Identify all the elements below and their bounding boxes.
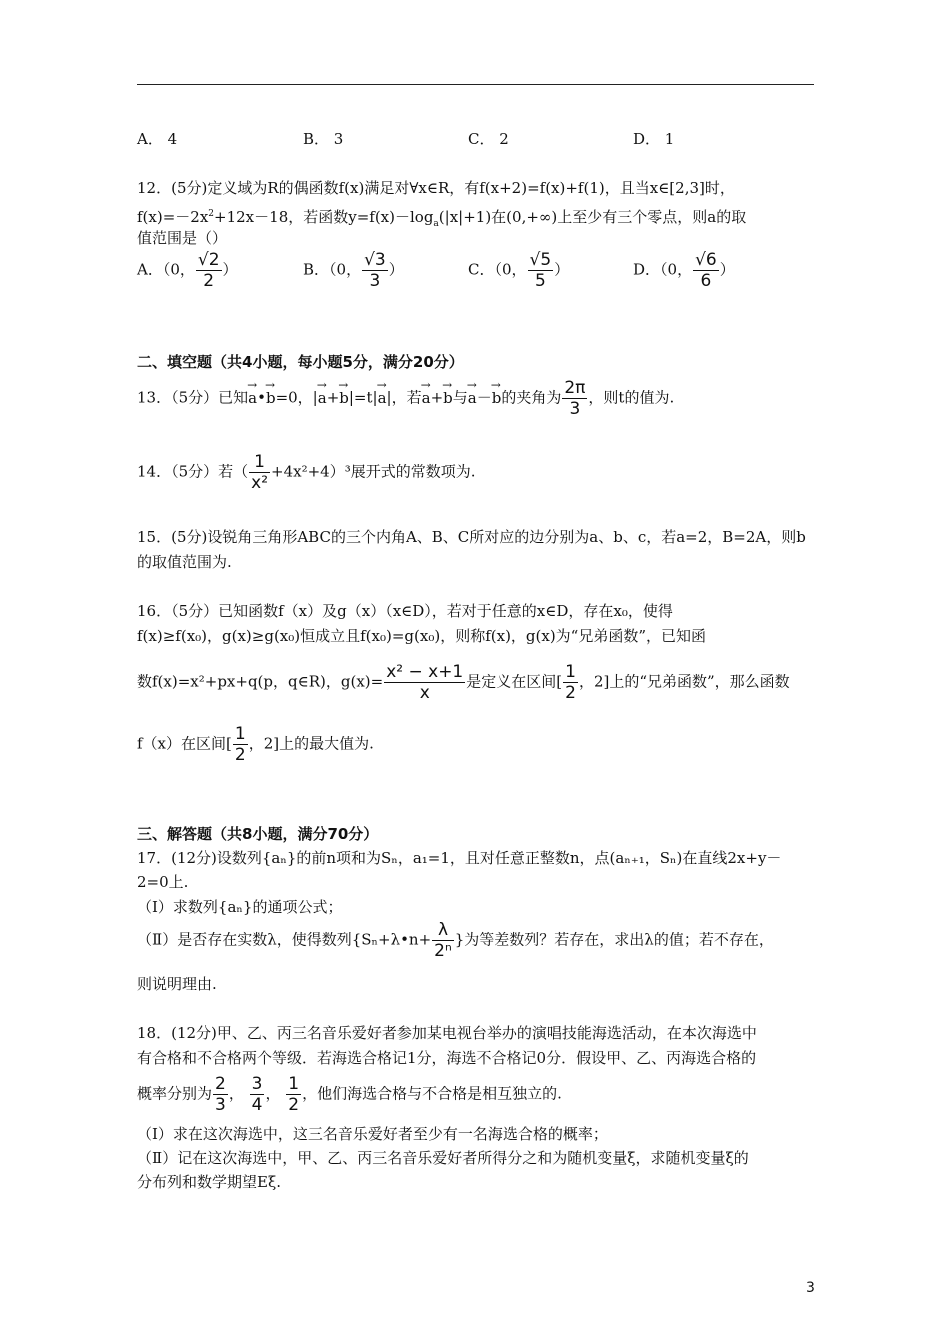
q18-line3: 概率分别为 $\frac{2}{3}$ ， $\frac{3}{4}$ ， $\frac{1}{2}$ ，他们海选合格与不合格是相互独立的. — [137, 1074, 562, 1115]
q11-option-b: B． 3 — [303, 130, 344, 148]
q12-option-d: D．（0， $\frac{√6}{6}$ ） — [633, 250, 735, 291]
q18-line4: （Ⅰ）求在这次海选中，这三名音乐爱好者至少有一名海选合格的概率； — [137, 1125, 608, 1143]
header-rule — [137, 84, 814, 85]
q18-line6: 分布列和数学期望Eξ. — [137, 1173, 281, 1191]
page-number: 3 — [806, 1280, 815, 1296]
q15-line2: 的取值范围为. — [137, 553, 232, 571]
q16-line1: 16．（5分）已知函数f（x）及g（x）（x∈D），若对于任意的x∈D，存在x₀，使得 — [137, 602, 673, 620]
q11-option-d: D． 1 — [633, 130, 675, 148]
q17-line4: （Ⅱ）是否存在实数λ，使得数列{Sₙ+λ•n+ $\frac{\lambda}{\text{2ⁿ}}$ }为等差数列？若存在，求出λ的值；若不存在， — [137, 920, 774, 961]
q13: 13．（5分）已知→ a•→ b=0，|→ a+→ b|=t|→ a|，若→ a+→ b与→ a－→ b的夹角为 $\frac{2\pi}{3}$ ，则t的值为. — [137, 378, 674, 419]
q17-line5: 则说明理由. — [137, 975, 217, 993]
section-fill-in-heading: 二、填空题（共4小题，每小题5分，满分20分） — [137, 353, 464, 371]
q12-line1: 12．(5分)定义域为R的偶函数f(x)满足对∀x∈R，有f(x+2)=f(x)+f(1)，且当x∈[2,3]时， — [137, 179, 735, 197]
q16-line2: f(x)≥f(x₀)，g(x)≥g(x₀)恒成立且f(x₀)=g(x₀)，则称f(x)，g(x)为“兄弟函数”，已知函 — [137, 627, 707, 645]
q17-line3: （Ⅰ）求数列{aₙ}的通项公式； — [137, 898, 343, 916]
q18-line1: 18．(12分)甲、乙、丙三名音乐爱好者参加某电视台举办的演唱技能海选活动，在本次海选中 — [137, 1024, 757, 1042]
section-solution-heading: 三、解答题（共8小题，满分70分） — [137, 825, 379, 843]
q11-option-c: C． 2 — [468, 130, 509, 148]
q12-option-a: A．（0， $\frac{√2}{2}$ ） — [137, 250, 238, 291]
q15-line1: 15．(5分)设锐角三角形ABC的三个内角A、B、C所对应的边分别为a、b、c，若a=2，B=2A，则b — [137, 528, 806, 546]
q18-line5: （Ⅱ）记在这次海选中，甲、乙、丙三名音乐爱好者所得分之和为随机变量ξ，求随机变量ξ的 — [137, 1149, 749, 1167]
q14: 14．（5分）若（ $\frac{1}{\text{x²}}$ +4x²+4）³展开式的常数项为. — [137, 452, 476, 493]
q18-line2: 有合格和不合格两个等级．若海选合格记1分，海选不合格记0分．假设甲、乙、丙海选合格的 — [137, 1049, 757, 1067]
q16-line3: 数f(x)=x²+px+q(p，q∈R)，g(x)= $\frac{\text{x² − x+1}}{x}$ 是定义在区间[ $\frac{1}{2}$ ，2]上的“兄弟函数”，那么函数 — [137, 662, 790, 703]
q11-option-a: A． 4 — [137, 130, 178, 148]
q17-line2: 2=0上. — [137, 873, 189, 891]
q12-line3: 值范围是（） — [137, 229, 228, 247]
q16-line4: f（x）在区间[ $\frac{1}{2}$ ，2]上的最大值为. — [137, 724, 374, 765]
q12-option-b: B．（0， $\frac{√3}{3}$ ） — [303, 250, 404, 291]
q12-line2: $f(x)=-2x^2+12x-18$，若函数$y=f(x)-\log_a(|x|+1)$在(0,+∞)上至少有三个零点，则a的取 — [137, 208, 747, 229]
q12-option-c: C．（0， $\frac{√5}{5}$ ） — [468, 250, 570, 291]
q17-line1: 17．(12分)设数列{aₙ}的前n项和为Sₙ，a₁=1，且对任意正整数n，点(aₙ₊₁，Sₙ)在直线2x+y－ — [137, 849, 782, 867]
